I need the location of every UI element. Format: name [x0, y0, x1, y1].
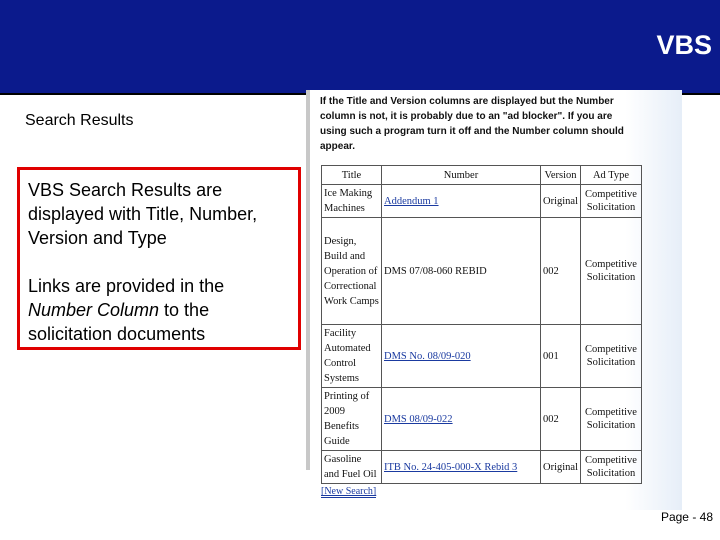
table-header-row [322, 166, 642, 185]
table-row [322, 218, 642, 325]
row-type: Competitive Solicitation [581, 185, 642, 218]
row-title: Facility Automated Control Systems [322, 325, 382, 388]
number-link[interactable]: ITB No. 24-405-000-X Rebid 3 [384, 461, 518, 473]
row-number [382, 388, 541, 451]
row-number [382, 185, 541, 218]
column-header-title[interactable]: Title [322, 166, 382, 185]
row-title: Design, Build and Operation of Correctional Work Camps [322, 218, 382, 325]
row-type: Competitive Solicitation [581, 325, 642, 388]
table-row [322, 451, 642, 484]
number-link[interactable]: DMS No. 08/09-020 [384, 350, 471, 362]
row-version: 001 [541, 325, 581, 388]
number-link[interactable]: DMS 08/09-022 [384, 413, 453, 425]
row-number [382, 325, 541, 388]
column-header-number[interactable]: Number [382, 166, 541, 185]
row-title: Gasoline and Fuel Oil [322, 451, 382, 484]
callout-text-2-prefix: Links are provided in the [28, 276, 225, 296]
table-row [322, 388, 642, 451]
row-type: Competitive Solicitation [581, 388, 642, 451]
row-type: Competitive Solicitation [581, 451, 642, 484]
column-header-type[interactable]: Ad Type [581, 166, 642, 185]
ad-blocker-notice: If the Title and Version columns are displayed but the Number column is not, it is probably due to an "ad blocker". If you are using such a program turn it off and the Number column should appear. [320, 96, 624, 152]
row-number [382, 218, 541, 325]
row-title: Ice Making Machines [322, 185, 382, 218]
header-title: VBS [656, 30, 712, 60]
new-search-link[interactable]: [New Search] [321, 486, 377, 497]
row-version: Original [541, 451, 581, 484]
callout-text-2-suffix: to the solicitation documents [28, 300, 210, 344]
callout-emphasis: Number Column [28, 300, 160, 320]
callout-text-2 [28, 274, 290, 346]
search-results-screenshot [306, 90, 682, 510]
table-row [322, 185, 642, 218]
table-row [322, 325, 642, 388]
row-version: Original [541, 185, 581, 218]
callout-text-1: VBS Search Results are displayed with Title, Number, Version and Type [28, 180, 258, 248]
row-type: Competitive Solicitation [581, 218, 642, 325]
row-version: 002 [541, 218, 581, 325]
section-title: Search Results [25, 112, 134, 129]
results-table [321, 165, 642, 484]
row-title: Printing of 2009 Benefits Guide [322, 388, 382, 451]
column-header-version[interactable]: Version [541, 166, 581, 185]
row-number [382, 451, 541, 484]
number-link[interactable]: DMS 07/08-060 REBID [384, 265, 487, 277]
row-version: 002 [541, 388, 581, 451]
screenshot-edge [306, 90, 310, 470]
callout-box [17, 167, 301, 350]
header-band [0, 0, 720, 95]
number-link[interactable]: Addendum 1 [384, 195, 439, 207]
page-number: Page - 48 [660, 510, 713, 524]
